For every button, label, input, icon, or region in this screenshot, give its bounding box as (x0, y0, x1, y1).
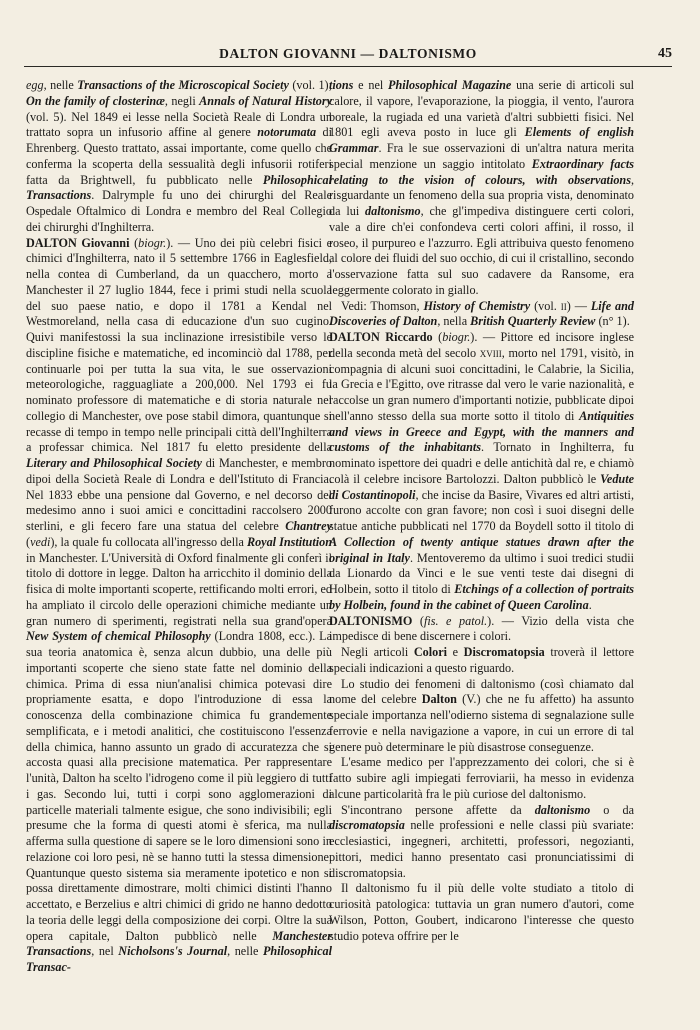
entry-headword: Colori (413, 645, 448, 659)
paragraph (329, 299, 634, 331)
text-run: e (447, 645, 464, 659)
text-run: Negli articoli (341, 645, 414, 659)
paragraph (26, 236, 332, 976)
paragraph (329, 755, 634, 802)
text-run: o da (590, 802, 634, 817)
cited-title: Life and Discoveries of Dalton (329, 298, 635, 329)
right-column (329, 78, 634, 944)
text-run: nelle professioni e nelle classi più svariate: ecclesiastici, ingegneri, architetti, professori, negozianti, pittori, medici hanno presentato casi pronunciatissimi di discromatopsia. (329, 818, 634, 880)
paragraph (329, 881, 634, 944)
entry-headword: DALTON Giovanni (26, 235, 130, 250)
cited-title: Literary and Philosophical Society (26, 456, 202, 470)
cited-title: Transactions of the Microscopical Society (77, 78, 289, 92)
cited-title: On the family of closterinæ (26, 93, 165, 108)
text-run: , che gl'impediva distinguere certi colori, vale a dire ch'ei confondeva certi colori affini, il rosso, il roseo, il purpureo e l'azzurro. Egli attribuiva questo fenomeno al colore dei fluidi del suo occhio, di cui il cristallino, secondo l'osservazione fatta sul suo cadavere da Ransome, era leggermente colorato in giallo. (329, 204, 634, 297)
cited-title: History of Chemistry (423, 298, 531, 313)
page-number: 45 (658, 46, 672, 61)
running-header (24, 46, 672, 67)
cited-title: Chantrey (285, 519, 332, 533)
text-run: . Dalrymple fu uno dei chirurghi del Reale Ospedale Oftalmico di Londra e membro del Real Collegio dei chirurghi d'Inghilterra. (26, 188, 332, 234)
cited-title: daltonismo (365, 204, 421, 218)
text-run: Lo studio dei fenomeni di daltonismo (così chiamato dal nome del celebre (329, 676, 634, 707)
cited-title: Extraordinary facts relating to the vision of colours, with observations (329, 156, 634, 187)
cited-title: Elements of english Grammar (329, 125, 634, 155)
cited-title: notorumata (257, 125, 317, 140)
text-run: . Tornato in Inghilterra, fu nominato ispettore dei quadri e delle antichità dal re, e chiamò colà il celebre incisore Bartolozzi. Dalton pubblicò le (329, 440, 635, 486)
text-run: nelle (50, 78, 78, 92)
paragraph (329, 803, 634, 882)
text-run: Il daltonismo fu il più delle volte studiato a titolo di curiosità patologica: tuttavia un gran numero d'autori, come Wilson, Potton, Goubert, indicarono l'interesse che questo studio poteva offrire per le (329, 881, 634, 943)
cited-title: Manchester Transactions (26, 928, 332, 959)
text-run: in Manchester. L'Università di Oxford finalmente gli conferì il titolo di dottore in legge. Dalton ha arricchito il dominio della fisica di molte importanti scoperte, rettificando molti errori, ed ha ampliato il circolo delle operazioni chimiche mediante un gran numero di sperimenti, registrati nella sua grand'opera (26, 550, 332, 628)
text-run: S'incontrano persone affette da (341, 802, 535, 817)
text-run: ( (129, 235, 139, 250)
paragraph (329, 78, 634, 299)
cited-title: Antiquities and views in Greece and Egypt, with the manners and customs of the inhabitants (329, 408, 634, 455)
cited-title: Annals of Natural History (199, 93, 332, 108)
text-run: (V.) che ne fu affetto) ha assunto speciale importanza nell'odierno sistema di segnalazione sulle ferrovie e nella navigazione a vapore, in cui un errore di tal genere può determinare le più disastrose conseguenze. (329, 692, 634, 754)
text-run: . Fra le sue osservazioni di un'altra natura merita special menzione un saggio intitolato (329, 141, 634, 171)
paragraph (26, 78, 332, 236)
cited-title: New System of chemical Philosophy (26, 629, 211, 644)
text-run: ( (26, 534, 31, 549)
text-run: (n° 1). (595, 314, 630, 329)
text-run: , risguardante un fenomeno della sua propria vista, denominato da lui (329, 172, 634, 218)
text-run: ). — Vizio della vista che impedisce di bene discernere i colori. (329, 613, 634, 644)
text-run: e nel (353, 78, 389, 92)
text-run: troverà il lettore speciali indicazioni a questo riguardo. (329, 645, 634, 675)
text-run: , nel (91, 944, 119, 959)
text-run: fis. e patol. (423, 613, 488, 628)
entry-headword: DALTON Riccardo (329, 330, 433, 344)
text-run: biogr. (442, 330, 471, 344)
text-run: (vol. (530, 298, 561, 313)
cited-title: Etchings of a collection of portraits by Holbein, found in the cabinet of Queen Carolina (329, 582, 635, 612)
paragraph (329, 614, 634, 646)
text-run: . Mentoveremo da ultimo i suoi tredici studii da Lionardo da Vinci e le sue venti teste dai disegni di Holbein, sotto il titolo di (329, 550, 634, 596)
entry-headword: Discromatopsia (463, 645, 545, 659)
cited-title: Philosophical Transac- (26, 944, 333, 974)
text-run: ( (432, 330, 443, 344)
paragraph (329, 645, 634, 677)
text-run: ) — (566, 298, 591, 313)
paragraph (329, 330, 634, 614)
text-run: Vedi: Thomson, (341, 298, 424, 313)
text-run: ( (412, 613, 424, 628)
cited-title: daltonismo (534, 802, 591, 817)
cited-title: British Quarterly Review (470, 314, 596, 329)
text-run: , che incise da Basire, Vivares ed altri artisti, furono accolte con gran favore; non così i suoi disegni delle statue antiche pubblicati nel 1770 da Boydell sotto il titolo di (329, 487, 634, 533)
text-run: ). — Pittore ed incisore inglese della seconda metà del secolo (329, 330, 635, 360)
cited-title: Vedute di Costantinopoli (329, 471, 634, 502)
text-run: ii (560, 298, 567, 313)
entry-headword: Dalton (421, 692, 457, 707)
cited-title: Philosophical Transactions (26, 172, 332, 203)
text-run: di Manchester, e membro dipoi della Società Reale di Londra e dell'Istituto di Francia. Nel 1833 ebbe una pensione dal Governo, e nel decorso del medesimo anno i suoi amici e concittadini raccolsero 2000 sterlini, e gli fecero fare una statua del celebre (26, 456, 332, 533)
text-run: (vol. 5). Nel 1849 ei lesse nella Società Reale di Londra un trattato sopra un infusorio affine al genere (26, 109, 332, 140)
cited-title: discromatopsia (329, 818, 405, 833)
header-title: DALTON GIOVANNI — DALTONISMO (219, 46, 477, 61)
text-run: vedi (30, 534, 51, 549)
text-run: ), la quale fu collocata all'ingresso della (50, 534, 247, 549)
entry-headword: DALTONISMO (329, 613, 413, 628)
text-run: (vol. 1); (288, 78, 333, 92)
cited-title: A Collection of twenty antique statues drawn after the original in Italy (329, 534, 634, 565)
text-run: egg, (26, 78, 51, 92)
cited-title: Royal Institution (246, 534, 332, 549)
text-run: di Ehrenberg. Questo trattato, assai importante, come quello che conferma la scoperta della sessualità degli infusorii rotiferi fatta da Brightwell, fu pubblicato nelle (26, 125, 332, 187)
cited-title: tions (329, 78, 354, 92)
left-column (26, 78, 332, 976)
text-run: , nelle (227, 944, 263, 959)
cited-title: Nicholsons's Journal (118, 944, 228, 959)
text-run: L'esame medico per l'apprezzamento dei colori, che si è fatto subire agli impiegati ferroviarii, ha messo in evidenza alcune particolarità fra le più curiose del daltonismo. (329, 755, 634, 801)
paragraph (329, 677, 634, 756)
text-run: xviii (479, 345, 502, 360)
text-run: , morto nel 1791, visitò, in compagnia di alcuni suoi concittadini, le Calabrie, la Sicilia, la Grecia e l'Egitto, ove ritrasse dal vero le varie nazionalità, e raccolse un gran numero d'importanti notizie, pubblicate dipoi nell'anno stesso della sua morte sotto il titolo di (329, 345, 634, 423)
cited-title: Philosophical Magazine (388, 78, 512, 92)
text-run: biogr. (138, 235, 167, 250)
text-run: ). — Uno dei più celebri fisici e chimici d'Inghilterra, nato il 5 settembre 1766 in Eaglesfield, nella contea di Cumberland, da un quacchero, morto a Manchester il 27 luglio 1844, fece i primi studi nella scuola del suo paese natio, e dopo il 1781 a Kendal nel Westmoreland, nella casa di educazione d'un suo cugino. Quivi manifestossi la sua inclinazione irresistibile verso le discipline fisiche e matematiche, ed incominciò dal 1788, per continuarle poi per tutta la sua vita, le sue osservazioni meteorologiche, ragguagliate a 200,000. Nel 1793 ei fu nominato professore di matematiche e di storia naturale nel collegio di Manchester, ove pose stabil dimora, quantunque si recasse di tempo in tempo nelle principali città dell'Inghilterra a professar chimica. Nel 1817 fu eletto presidente della (26, 235, 332, 455)
text-run: (Londra 1808, ecc.). La sua teoria anatomica è, senza alcun dubbio, una delle più importanti scoperte che sieno state fatte nel dominio della chimica. Prima di essa niun'analisi chimica potevasi dire propriamente esatta, e dopo l'introduzione di essa la conoscenza della combinazione chimica fu grandemente semplificata, e i metodi analitici, che costituiscono l'essenza della chimica, hanno assunto un grado di accuratezza che si accosta quasi alla precisione matematica. Per rappresentare l'unità, Dalton ha scelto l'idrogeno come il più leggiero di tutti i gas. Secondo lui, tutti i corpi sono agglomerazioni di particelle materiali talmente esigue, che sono indivisibili; egli presume che la forma di questi atomi è sferica, ma nulla afferma sulla questione di sapere se le loro dimensioni sono in relazione coi loro pesi, nè se hanno tutti la stessa dimensione. Quantunque questo sistema sia meramente ipotetico e non si possa direttamente dimostrare, molti chimici distinti l'hanno accettato, e Berzelius e altri chimici di grido ne hanno dedotto la teoria delle leggi della composizione dei corpi. Oltre la sua opera capitale, Dalton pubblicò nelle (26, 629, 332, 943)
text-run: . (588, 597, 592, 612)
text-run: , negli (164, 93, 200, 108)
text-run: , nella (437, 314, 471, 329)
text-run: una serie di articoli sul calore, il vapore, l'evaporazione, la pioggia, il vento, l'aurora boreale, la rugiada ed una varietà d'altri subbietti fisici. Nel 1801 egli aveva posto in luce gli (329, 78, 634, 140)
